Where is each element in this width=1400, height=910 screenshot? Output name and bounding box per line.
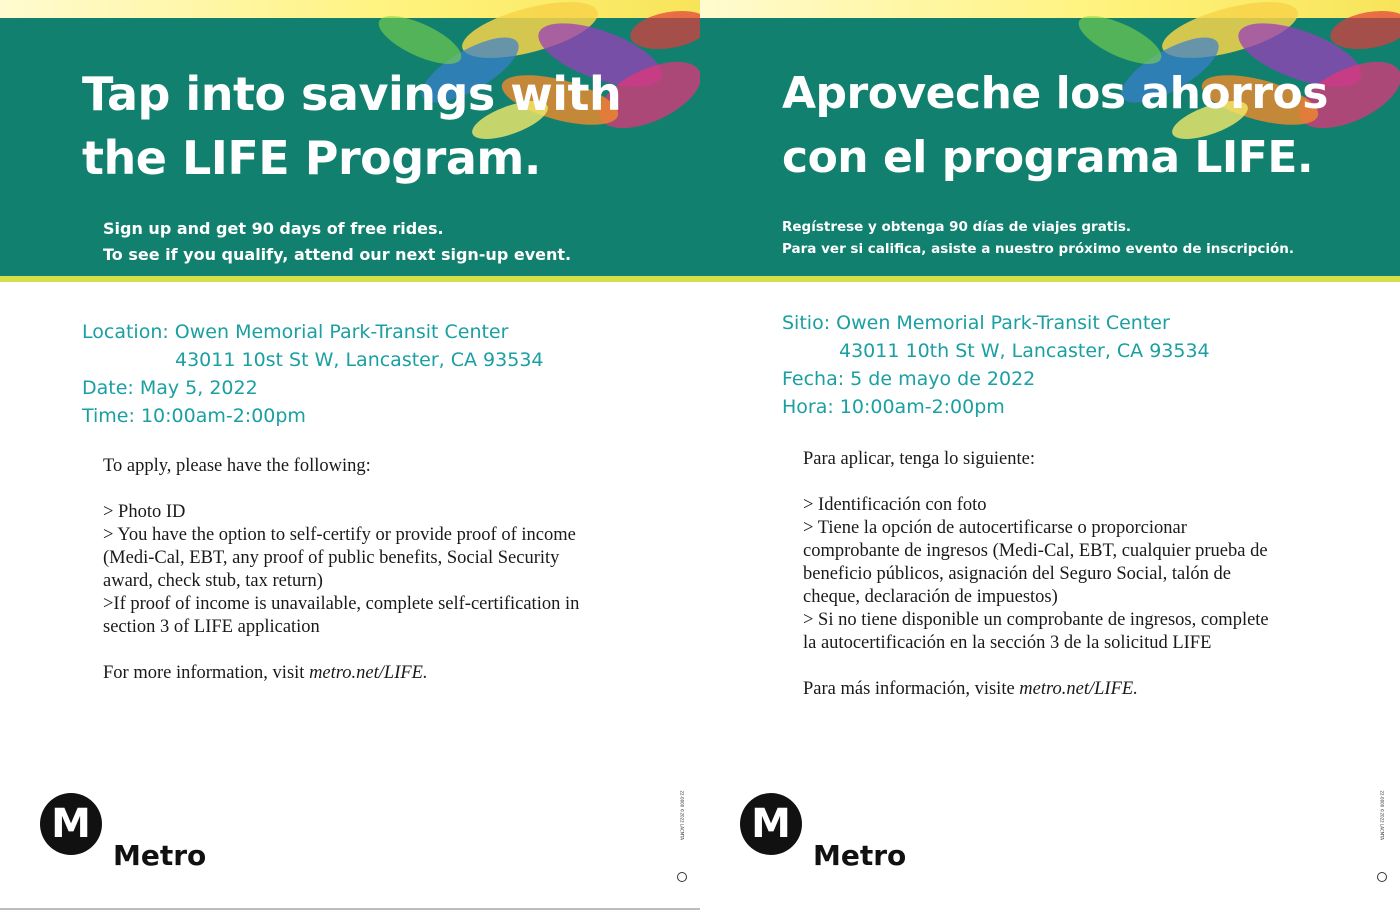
event-address: 43011 10st St W, Lancaster, CA 93534 [175,349,544,371]
subheadline [103,216,571,268]
event-details [782,309,1210,421]
fineprint [1372,790,1392,886]
requirement-item: > Identificación con foto [803,495,987,515]
metro-logo-icon: M [740,793,802,855]
requirements-intro: To apply, please have the following: [103,456,371,476]
requirements-text [803,448,1273,701]
fineprint [672,790,692,886]
header-banner [700,0,1400,278]
banner-bottom-strip [700,276,1400,282]
headline-line-2: con el programa LIFE. [782,132,1314,183]
event-details [82,318,544,430]
headline-line-1: Tap into savings with [82,67,622,121]
event-time: Hora: 10:00am-2:00pm [782,396,1005,418]
metro-logo-icon: M [40,793,102,855]
metro-logo-word: Metro [113,839,207,872]
headline [82,62,621,190]
more-info-link[interactable]: metro.net/LIFE. [1019,679,1138,699]
event-address: 43011 10th St W, Lancaster, CA 93534 [839,340,1210,362]
metro-logo-word: Metro [813,839,907,872]
fineprint-text: 22-0000 ©2022 LACMTA [1379,790,1385,841]
recycle-icon [677,872,687,882]
requirements-text [103,455,603,685]
more-info-prefix: For more information, visit [103,663,310,683]
more-info-prefix: Para más información, visite [803,679,1020,699]
requirement-item: > Si no tiene disponible un comprobante de ingresos, complete la autocertificación en la sección 3 de la solicitud LIFE [803,610,1269,653]
recycle-icon [1377,872,1387,882]
event-location: Location: Owen Memorial Park-Transit Center [82,321,509,343]
subheadline-line-1: Regístrese y obtenga 90 días de viajes gratis. [782,219,1132,235]
subheadline-line-1: Sign up and get 90 days of free rides. [103,219,444,238]
metro-logo [740,793,910,883]
event-date: Date: May 5, 2022 [82,377,258,399]
more-info [103,662,603,685]
headline-line-2: the LIFE Program. [82,131,541,185]
requirement-item: > You have the option to self-certify or provide proof of income (Medi-Cal, EBT, any proof of public benefits, Social Security award, check stub, tax return) [103,525,576,591]
requirement-item: >If proof of income is unavailable, complete self-certification in section 3 of LIFE application [103,594,580,637]
metro-logo [40,793,210,883]
header-banner [0,0,700,278]
subheadline-line-2: To see if you qualify, attend our next sign-up event. [103,245,572,264]
more-info-link[interactable]: metro.net/LIFE. [309,663,428,683]
requirement-item: > Photo ID [103,502,186,522]
subheadline-line-2: Para ver si califica, asiste a nuestro próximo evento de inscripción. [782,241,1295,257]
more-info [803,678,1273,701]
fineprint-text: 22-0000 ©2022 LACMTA [679,790,685,841]
event-location: Sitio: Owen Memorial Park-Transit Center [782,312,1170,334]
headline-line-1: Aproveche los ahorros [782,68,1328,119]
requirement-item: > Tiene la opción de autocertificarse o proporcionar comprobante de ingresos (Medi-Cal, EBT, cualquier prueba de beneficio públicos, asignación del Seguro Social, talón de cheque, declaración de impuestos) [803,518,1268,607]
event-date: Fecha: 5 de mayo de 2022 [782,368,1036,390]
event-time: Time: 10:00am-2:00pm [82,405,306,427]
requirements-intro: Para aplicar, tenga lo siguiente: [803,449,1035,469]
spanish-flyer [700,0,1400,910]
banner-bottom-strip [0,276,700,282]
headline [782,62,1328,190]
subheadline [782,216,1294,260]
